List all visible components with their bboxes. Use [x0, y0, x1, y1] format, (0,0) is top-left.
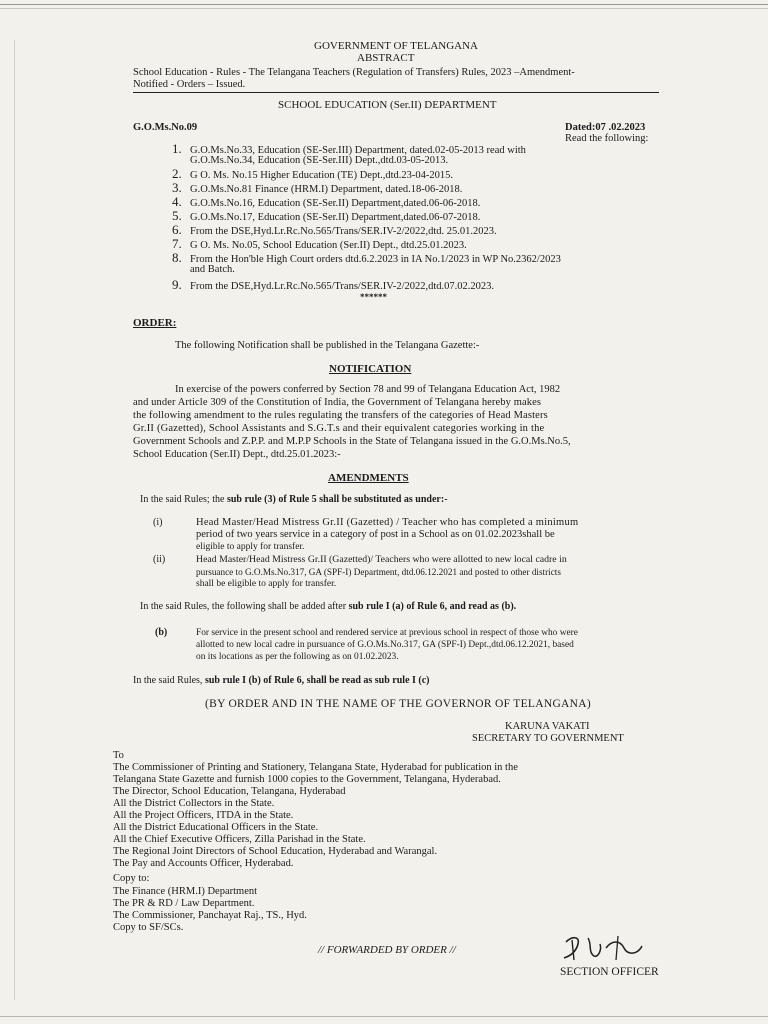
reference-item: 3. G.O.Ms.No.81 Finance (HRM.I) Department, dated.18-06-2018. — [172, 180, 463, 195]
notification-line: and under Article 309 of the Constitution of India, the Government of Telangana hereby makes — [133, 397, 542, 408]
reference-item: 4. G.O.Ms.No.16, Education (SE-Ser.II) Department,dated.06-06-2018. — [172, 194, 481, 209]
go-date: Dated:07 .02.2023 — [565, 122, 646, 133]
rule6-intro: In the said Rules, the following shall be added after sub rule I (a) of Rule 6, and read as (b). — [140, 601, 517, 612]
scan-edge-top — [0, 4, 768, 5]
reference-item: 7. G O. Ms. No.05, School Education (Ser.II) Dept., dtd.25.01.2023. — [172, 236, 467, 251]
order-intro: The following Notification shall be published in the Telangana Gazette:- — [175, 340, 480, 351]
notification-line: In exercise of the powers conferred by Section 78 and 99 of Telangana Education Act, 1982 — [175, 384, 561, 395]
item-ii-line: Head Master/Head Mistress Gr.II (Gazetted)/ Teachers who were allotted to new local cadre in — [196, 554, 567, 565]
notification-line: the following amendment to the rules regulating the transfers of the categories of Head Masters — [133, 410, 548, 421]
go-number: G.O.Ms.No.09 — [133, 122, 198, 133]
scan-left-margin — [14, 40, 15, 1000]
distribution-item: The Commissioner of Printing and Stationery, Telangana State, Hyderabad for publication in the — [113, 762, 518, 773]
signatory-title: SECRETARY TO GOVERNMENT — [472, 733, 624, 744]
item-i-line: period of two years service in a category of post in a School as on 01.02.2023shall be — [196, 529, 555, 540]
item-i-label: (i) — [153, 517, 163, 528]
scan-edge-bottom — [0, 1016, 768, 1017]
item-ii-line: pursuance to G.O.Ms.No.317, GA (SPF-I) Department, dtd.06.12.2021 and posted to other districts — [196, 567, 561, 577]
department-title: SCHOOL EDUCATION (Ser.II) DEPARTMENT — [278, 99, 497, 111]
copy-to-label: Copy to: — [113, 873, 150, 884]
order-heading: ORDER: — [133, 317, 177, 329]
item-i-line: Head Master/Head Mistress Gr.II (Gazetted) / Teacher who has completed a minimum — [196, 517, 579, 528]
item-ii-label: (ii) — [153, 554, 166, 565]
distribution-item: All the Chief Executive Officers, Zilla Parishad in the State. — [113, 834, 366, 845]
distribution-item: Telangana State Gazette and furnish 1000 copies to the Government, Telangana, Hyderabad. — [113, 774, 501, 785]
notification-line: School Education (Ser.II) Dept., dtd.25.01.2023:- — [133, 449, 341, 460]
reference-item: 1. G.O.Ms.No.33, Education (SE-Ser.III) Department, dated.02-05-2013 read with — [172, 141, 526, 156]
item-b-line: allotted to new local cadre in pursuance of G.O.Ms.No.317, GA (SPF-I) Dept.,dtd.06.12.2021, based — [196, 640, 574, 650]
subject-line-1: School Education - Rules - The Telangana Teachers (Regulation of Transfers) Rules, 2023 –Amendment- — [133, 67, 575, 78]
distribution-item: The Pay and Accounts Officer, Hyderabad. — [113, 858, 294, 869]
reference-item-cont: and Batch. — [190, 264, 235, 275]
notification-line: Gr.II (Gazetted), School Assistants and S.G.T.s and their equivalent categories working in the — [133, 423, 545, 434]
rule6b-line: In the said Rules, sub rule I (b) of Rule 6, shall be read as sub rule I (c) — [133, 675, 430, 686]
header-divider — [133, 92, 659, 93]
reference-item: 2. G O. Ms. No.15 Higher Education (TE) Dept.,dtd.23-04-2015. — [172, 166, 454, 181]
copy-item: The PR & RD / Law Department. — [113, 898, 255, 909]
item-b-line: For service in the present school and rendered service at previous school in respect of those who were — [196, 628, 578, 638]
reference-item: 9. From the DSE,Hyd.Lr.Rc.No.565/Trans/SER.IV-2/2022,dtd.07.02.2023. — [172, 277, 495, 292]
reference-item: 8. From the Hon'ble High Court orders dtd.6.2.2023 in IA No.1/2023 in WP No.2362/2023 — [172, 250, 561, 265]
item-i-line: eligible to apply for transfer. — [196, 542, 305, 552]
governor-order-line: (BY ORDER AND IN THE NAME OF THE GOVERNOR OF TELANGANA) — [205, 698, 591, 710]
stars-separator: ****** — [360, 292, 387, 302]
reference-item: 5. G.O.Ms.No.17, Education (SE-Ser.II) Department,dated.06-07-2018. — [172, 208, 481, 223]
subject-line-2: Notified - Orders – Issued. — [133, 79, 246, 90]
distribution-to: To — [113, 750, 124, 761]
reference-item-cont: G.O.Ms.No.34, Education (SE-Ser.III) Dept.,dtd.03-05-2013. — [190, 155, 449, 166]
distribution-item: All the District Educational Officers in the State. — [113, 822, 319, 833]
rule5-intro: In the said Rules; the sub rule (3) of Rule 5 shall be substituted as under:- — [140, 494, 448, 505]
govt-title: GOVERNMENT OF TELANGANA — [314, 40, 478, 52]
signatory-name: KARUNA VAKATI — [505, 721, 590, 732]
amendments-heading: AMENDMENTS — [328, 472, 409, 484]
forwarded-by-order: // FORWARDED BY ORDER // — [318, 944, 456, 956]
distribution-item: The Director, School Education, Telangana, Hyderabad — [113, 786, 346, 797]
read-following: Read the following: — [565, 133, 649, 144]
notification-heading: NOTIFICATION — [329, 363, 412, 375]
copy-item: The Commissioner, Panchayat Raj., TS., Hyd. — [113, 910, 307, 921]
item-ii-line: shall be eligible to apply for transfer. — [196, 579, 337, 589]
section-officer: SECTION OFFICER — [560, 966, 659, 978]
item-b-label: (b) — [155, 627, 168, 638]
copy-item: The Finance (HRM.I) Department — [113, 886, 258, 897]
distribution-item: The Regional Joint Directors of School Education, Hyderabad and Warangal. — [113, 846, 438, 857]
item-b-line: on its locations as per the following as on 01.02.2023. — [196, 652, 399, 662]
scan-edge-top-faint — [0, 8, 768, 9]
distribution-item: All the District Collectors in the State. — [113, 798, 275, 809]
reference-item: 6. From the DSE,Hyd.Lr.Rc.No.565/Trans/SER.IV-2/2022,dtd. 25.01.2023. — [172, 222, 497, 237]
notification-line: Government Schools and Z.P.P. and M.P.P Schools in the State of Telangana issued in the G.O.Ms.No.5, — [133, 436, 571, 447]
copy-item: Copy to SF/SCs. — [113, 922, 184, 933]
distribution-item: All the Project Officers, ITDA in the State. — [113, 810, 294, 821]
abstract-title: ABSTRACT — [357, 52, 415, 64]
